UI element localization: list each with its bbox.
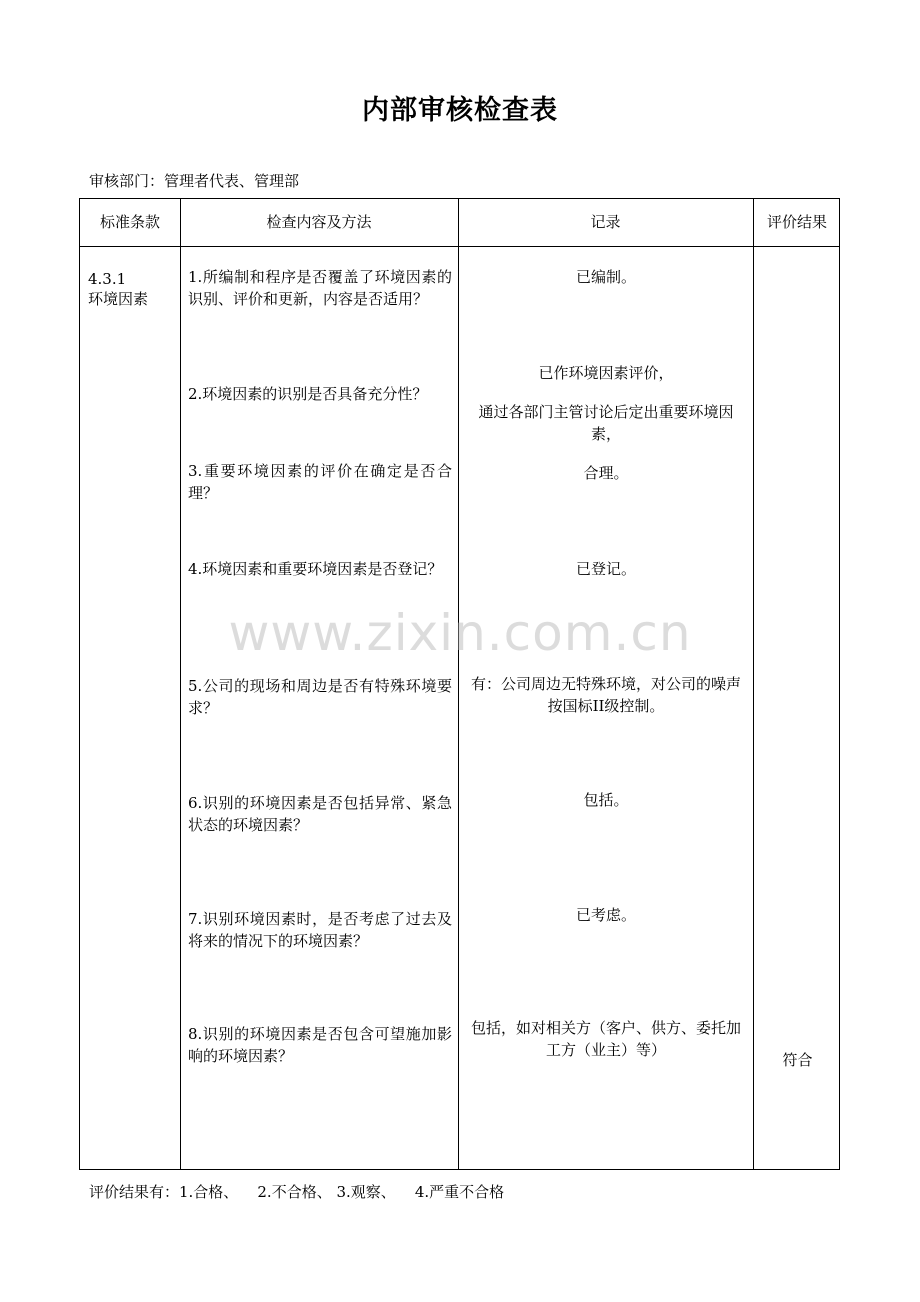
record-entry: 包括。 (583, 791, 629, 809)
audit-checklist-table (79, 198, 840, 1170)
record-entry: 合理。 (583, 464, 629, 482)
record-entry: 已作环境因素评价， (538, 364, 674, 382)
clause-name: 环境因素 (88, 290, 149, 308)
header-record: 记录 (590, 213, 621, 231)
audit-department: 审核部门：管理者代表、管理部 (89, 172, 300, 190)
header-divider (80, 246, 839, 247)
header-standard-clause: 标准条款 (99, 213, 160, 231)
evaluation-result: 符合 (782, 1051, 813, 1069)
check-question: 1.所编制和程序是否覆盖了环境因素的识别、评价和更新，内容是否适用？ (188, 268, 452, 308)
record-entry: 已登记。 (575, 560, 636, 578)
page-title: 内部审核检查表 (362, 95, 558, 126)
column-divider (753, 199, 754, 1169)
record-entry: 通过各部门主管讨论后定出重要环境因素， (478, 403, 734, 443)
check-question: 2.环境因素的识别是否具备充分性？ (188, 385, 428, 403)
record-entry: 已考虑。 (575, 906, 636, 924)
check-question: 3.重要环境因素的评价在确定是否合理？ (188, 462, 452, 502)
column-divider (458, 199, 459, 1169)
record-entry: 包括，如对相关方（客户、供方、委托加工方（业主）等） (470, 1019, 741, 1059)
check-question: 7.识别环境因素时，是否考虑了过去及将来的情况下的环境因素？ (188, 910, 452, 950)
record-entry: 已编制。 (575, 268, 636, 286)
check-question: 5.公司的现场和周边是否有特殊环境要求？ (188, 677, 452, 717)
check-question: 4.环境因素和重要环境因素是否登记？ (188, 560, 443, 578)
record-entry: 有：公司周边无特殊环境，对公司的噪声按国标II级控制。 (470, 675, 741, 715)
watermark: www.zixin.com.cn (228, 604, 692, 662)
evaluation-legend: 评价结果有：1.合格、 2.不合格、 3.观察、 4.严重不合格 (89, 1183, 505, 1201)
check-question: 6.识别的环境因素是否包括异常、紧急状态的环境因素？ (188, 794, 452, 834)
standard-clause-cell (88, 269, 148, 309)
check-question: 8.识别的环境因素是否包含可望施加影响的环境因素？ (188, 1025, 452, 1065)
column-divider (180, 199, 181, 1169)
header-check-content: 检查内容及方法 (266, 213, 372, 231)
clause-number: 4.3.1 (88, 270, 127, 288)
header-evaluation-result: 评价结果 (766, 213, 827, 231)
